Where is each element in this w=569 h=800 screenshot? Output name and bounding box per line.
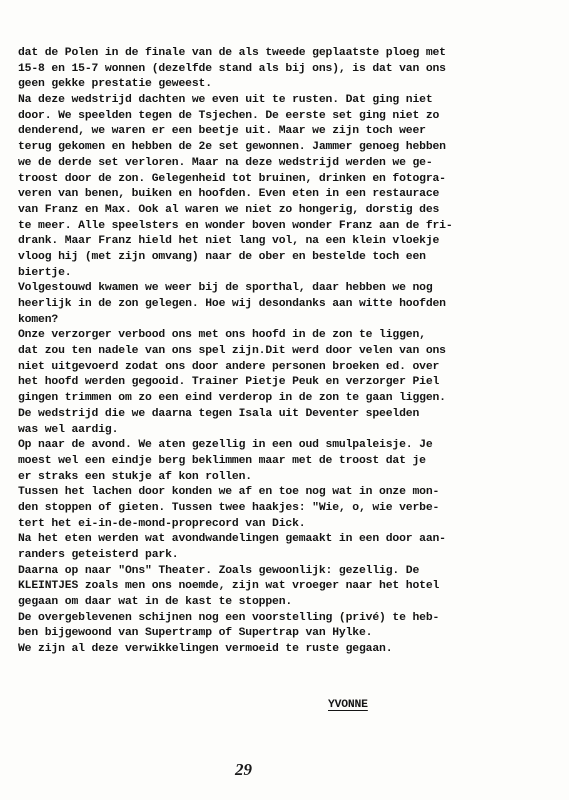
text-line: terug gekomen en hebben de 2e set gewonnen. Jammer genoeg hebben <box>18 141 446 154</box>
text-line: dat de Polen in de finale van de als tweede geplaatste ploeg met <box>18 47 446 59</box>
text-line: We zijn al deze verwikkelingen vermoeid te ruste gegaan. <box>18 643 393 656</box>
text-line: vloog hij (met zijn omvang) naar de ober en bestelde toch een <box>18 250 426 263</box>
text-line: De wedstrijd die we daarna tegen Isala uit Deventer speelden <box>18 407 420 420</box>
text-line: veren van benen, buiken en hoofden. Even eten in een restaurace <box>18 188 440 201</box>
text-line: te meer. Alle speelsters en wonder boven wonder Franz aan de fri- <box>18 219 453 232</box>
text-line: door. We speelden tegen de Tsjechen. De eerste set ging niet zo <box>18 109 440 122</box>
text-line: gingen trimmen om zo een eind verderop in de zon te gaan liggen. <box>18 392 446 405</box>
text-line: Na deze wedstrijd dachten we even uit te rusten. Dat ging niet <box>18 94 433 107</box>
text-line: ben bijgewoond van Supertramp of Supertrap van Hylke. <box>18 627 373 640</box>
text-line: drank. Maar Franz hield het niet lang vol, na een klein vloekje <box>18 235 440 248</box>
text-line: Daarna op naar "Ons" Theater. Zoals gewoonlijk: gezellig. De <box>18 564 420 577</box>
text-line: dat zou ten nadele van ons spel zijn.Dit werd door velen van ons <box>18 345 446 358</box>
signature: YVONNE <box>328 699 368 711</box>
text-line: tert het ei-in-de-mond-proprecord van Dick. <box>18 517 306 530</box>
text-line: komen? <box>18 313 59 326</box>
text-line: Tussen het lachen door konden we af en toe nog wat in onze mon- <box>18 486 440 499</box>
text-line: KLEINTJES zoals men ons noemde, zijn wat vroeger naar het hotel <box>18 580 440 593</box>
text-line: denderend, we waren er een beetje uit. Maar we zijn toch weer <box>18 125 426 138</box>
text-line: moest wel een eindje berg beklimmen maar met de troost dat je <box>18 454 426 467</box>
text-line: we de derde set verloren. Maar na deze wedstrijd werden we ge- <box>18 156 433 169</box>
text-line: van Franz en Max. Ook al waren we niet zo hongerig, dorstig des <box>18 203 440 216</box>
text-line: randers geteisterd park. <box>18 549 179 561</box>
page-number: 29 <box>235 760 252 779</box>
text-line: biertje. <box>18 266 72 279</box>
text-line: De overgeblevenen schijnen nog een voorstelling (privé) te heb- <box>18 611 440 624</box>
text-line: den stoppen of gieten. Tussen twee haakjes: "Wie, o, wie verbe- <box>18 501 440 514</box>
text-line: was wel aardig. <box>18 423 119 436</box>
text-line: Op naar de avond. We aten gezellig in een oud smulpaleisje. Je <box>18 439 433 452</box>
text-line: geen gekke prestatie geweest. <box>18 78 212 91</box>
text-line: het hoofd werden gegooid. Trainer Pietje Peuk en verzorger Piel <box>18 376 440 389</box>
text-line: Volgestouwd kwamen we weer bij de sporthal, daar hebben we nog <box>18 282 433 295</box>
text-line: niet uitgevoerd zodat ons door andere personen broeken ed. over <box>18 360 440 373</box>
text-line: heerlijk in de zon gelegen. Hoe wij desondanks aan witte hoofden <box>18 298 446 310</box>
text-line: Na het eten werden wat avondwandelingen gemaakt in een door aan- <box>18 533 446 546</box>
text-line: troost door de zon. Gelegenheid tot bruinen, drinken en fotogra- <box>18 172 446 185</box>
typed-text-body <box>18 46 554 658</box>
text-line: Onze verzorger verbood ons met ons hoofd in de zon te liggen, <box>18 329 426 342</box>
text-line: gegaan om daar wat in de kast te stoppen. <box>18 596 293 609</box>
text-line: er straks een stukje af kon rollen. <box>18 470 252 483</box>
text-line: 15-8 en 15-7 wonnen (dezelfde stand als bij ons), is dat van ons <box>18 62 446 75</box>
